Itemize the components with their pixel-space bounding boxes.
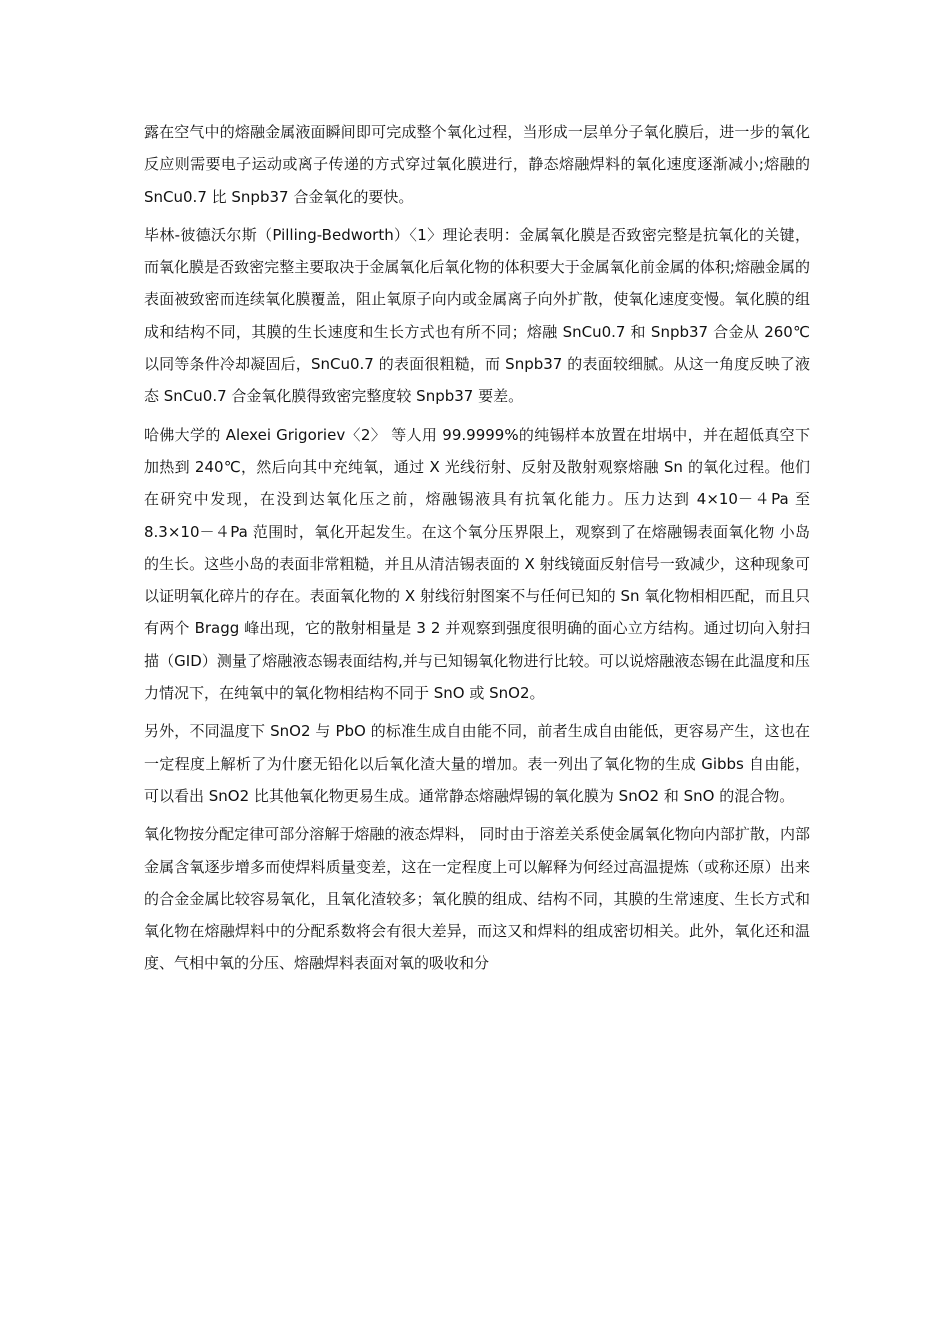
document-body bbox=[144, 116, 810, 986]
paragraph-harvard-study: 哈佛大学的 Alexei Grigoriev〈2〉 等人用 99.9999%的纯锡样本放置在坩埚中，并在超低真空下加热到 240℃，然后向其中充纯氧，通过 X 光线衍射、反射及散射观察熔融 Sn 的氧化过程。他们在研究中发现，在没到达氧化压之前，熔融锡液具有抗氧化能力。压力达到 4×10－４Pa 至 8.3×10－４Pa 范围时，氧化开起发生。在这个氧分压界限上，观察到了在熔融锡表面氧化物 小岛 的生长。这些小岛的表面非常粗糙，并且从清洁锡表面的 X 射线镜面反射信号一致减少，这种现象可以证明氧化碎片的存在。表面氧化物的 X 射线衍射图案不与任何已知的 Sn 氧化物相相匹配，而且只有两个 Bragg 峰出现，它的散射相量是 3 2 并观察到强度很明确的面心立方结构。通过切向入射扫描（GID）测量了熔融液态锡表面结构,并与已知锡氧化物进行比较。可以说熔融液态锡在此温度和压力情况下，在纯氧中的氧化物相结构不同于 SnO 或 SnO2。 bbox=[144, 425, 810, 703]
paragraph-gibbs-energy: 另外，不同温度下 SnO2 与 PbO 的标准生成自由能不同，前者生成自由能低，更容易产生，这也在一定程度上解析了为什麽无铅化以后氧化渣大量的增加。表一列出了氧化物的生成 Gibbs 自由能，可以看出 SnO2 比其他氧化物更易生成。通常静态熔融焊锡的氧化膜为 SnO2 和 SnO 的混合物。 bbox=[144, 722, 810, 805]
paragraph-oxidation-intro: 露在空气中的熔融金属液面瞬间即可完成整个氧化过程，当形成一层单分子氧化膜后，进一步的氧化反应则需要电子运动或离子传递的方式穿过氧化膜进行，静态熔融焊料的氧化速度逐渐减小;熔融的 SnCu0.7 比 Snpb37 合金氧化的要快。 bbox=[144, 123, 810, 206]
paragraph-oxide-distribution: 氧化物按分配定律可部分溶解于熔融的液态焊料， 同时由于溶差关系使金属氧化物向内部扩散，内部金属含氧逐步增多而使焊料质量变差，这在一定程度上可以解释为何经过高温提炼（或称还原）出来的合金金属比较容易氧化，且氧化渣较多；氧化膜的组成、结构不同，其膜的生常速度、生长方式和氧化物在熔融焊料中的分配系数将会有很大差异，而这又和焊料的组成密切相关。此外，氧化还和温度、气相中氧的分压、熔融焊料表面对氧的吸收和分 bbox=[144, 825, 810, 973]
paragraph-pilling-bedworth: 毕林-彼德沃尔斯（Pilling-Bedworth）〈1〉理论表明：金属氧化膜是否致密完整是抗氧化的关键，而氧化膜是否致密完整主要取决于金属氧化后氧化物的体积要大于金属氧化前金属的体积;熔融金属的表面被致密而连续氧化膜覆盖，阻止氧原子向内或金属离子向外扩散，使氧化速度变慢。氧化膜的组成和结构不同，其膜的生长速度和生长方式也有所不同；熔融 SnCu0.7 和 Snpb37 合金从 260℃以同等条件冷却凝固后，SnCu0.7 的表面很粗糙，而 Snpb37 的表面较细腻。从这一角度反映了液态 SnCu0.7 合金氧化膜得致密完整度较 Snpb37 要差。 bbox=[144, 225, 810, 406]
